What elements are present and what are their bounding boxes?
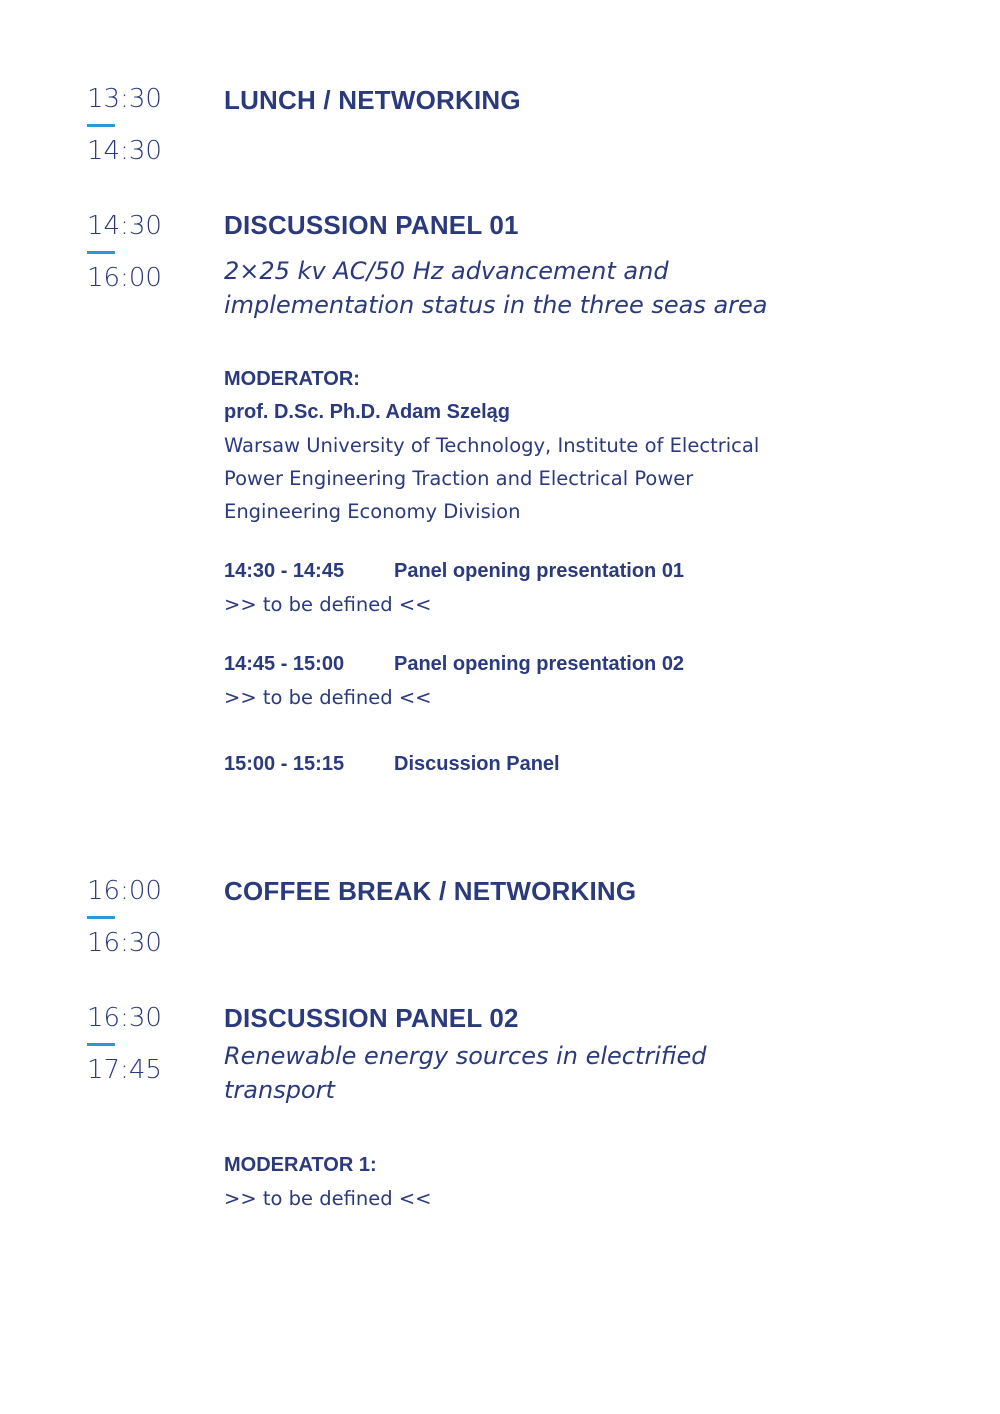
session-subtitle-line: implementation status in the three seas area — [224, 291, 768, 319]
slot-time: 14:30 - 14:45 — [224, 560, 345, 582]
session-time-range — [87, 211, 197, 293]
moderator-section — [224, 363, 924, 528]
agenda-slot — [224, 648, 924, 714]
agenda-slot — [224, 748, 924, 781]
moderator-section — [224, 1149, 924, 1215]
session-time-range — [87, 84, 197, 166]
session-title: DISCUSSION PANEL 02 — [224, 1003, 519, 1033]
session-subtitle — [224, 254, 924, 322]
slot-title: Panel opening presentation 02 — [394, 653, 685, 675]
session-subtitle — [224, 1039, 924, 1107]
time-separator — [87, 916, 115, 919]
moderator-affiliation-line: Engineering Economy Division — [224, 500, 521, 523]
session-start-time: 14:30 — [87, 211, 162, 241]
session-end-time: 17:45 — [87, 1055, 162, 1085]
session-discussion-panel-02 — [224, 1002, 924, 1215]
session-lunch — [224, 84, 924, 116]
moderator-name: prof. D.Sc. Ph.D. Adam Szeląg — [224, 401, 510, 423]
moderator-note: >> to be defined << — [224, 1187, 432, 1210]
session-end-time: 16:30 — [87, 928, 162, 958]
session-title: LUNCH / NETWORKING — [224, 85, 521, 115]
session-end-time: 14:30 — [87, 136, 162, 166]
time-separator — [87, 1043, 115, 1046]
session-subtitle-line: Renewable energy sources in electrified — [224, 1042, 707, 1070]
session-time-range — [87, 1003, 197, 1085]
slot-title: Panel opening presentation 01 — [394, 560, 685, 582]
moderator-label: MODERATOR: — [224, 368, 360, 390]
session-subtitle-line: 2×25 kv AC/50 Hz advancement and — [224, 257, 669, 285]
slot-title: Discussion Panel — [394, 753, 560, 775]
slot-time: 14:45 - 15:00 — [224, 653, 345, 675]
time-separator — [87, 124, 115, 127]
moderator-affiliation-line: Warsaw University of Technology, Institute of Electrical — [224, 434, 760, 457]
session-start-time: 16:30 — [87, 1003, 162, 1033]
session-discussion-panel-01 — [224, 209, 924, 781]
moderator-affiliation-line: Power Engineering Traction and Electrical Power — [224, 467, 694, 490]
session-subtitle-line: transport — [224, 1076, 335, 1104]
slot-note: >> to be defined << — [224, 593, 432, 616]
session-start-time: 16:00 — [87, 876, 162, 906]
session-title: COFFEE BREAK / NETWORKING — [224, 876, 637, 906]
slot-note: >> to be defined << — [224, 686, 432, 709]
moderator-label: MODERATOR 1: — [224, 1154, 377, 1176]
slot-time: 15:00 - 15:15 — [224, 753, 345, 775]
session-start-time: 13:30 — [87, 84, 162, 114]
session-time-range — [87, 876, 197, 958]
session-coffee-break — [224, 875, 924, 907]
time-separator — [87, 251, 115, 254]
session-end-time: 16:00 — [87, 263, 162, 293]
session-title: DISCUSSION PANEL 01 — [224, 210, 519, 240]
agenda-slot — [224, 555, 924, 621]
